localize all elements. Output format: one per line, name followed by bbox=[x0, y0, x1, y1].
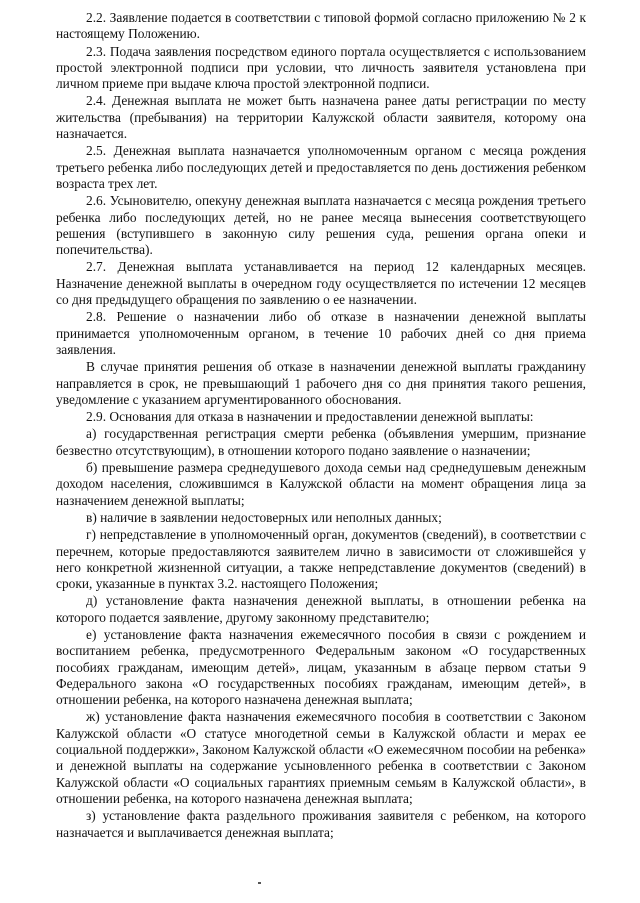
list-item-e: е) установление факта назначения ежемесячного пособия в связи с рождением и воспитанием ребенка, предусмотренного Федеральным законом «О государственных пособиях гражданам, имеющим детей», лицам, указанным в абзаце первом статьи 9 Федерального закона «О государственных пособиях гражданам, имеющим детей», в отношении ребенка, на которого назначена денежная выплата; bbox=[56, 626, 586, 708]
list-item-b: б) превышение размера среднедушевого дохода семьи над среднедушевым денежным доходом населения, сложившимся в Калужской области на момент обращения лица за назначением денежной выплаты; bbox=[56, 460, 586, 508]
list-item-v: в) наличие в заявлении недостоверных или неполных данных; bbox=[86, 509, 442, 525]
paragraph-2-3: 2.3. Подача заявления посредством единого портала осуществляется с использованием простой электронной подписи при условии, что личность заявителя установлена при личном приеме при выдаче ключа простой электронной подписи. bbox=[56, 43, 586, 92]
paragraph-2-6: 2.6. Усыновителю, опекуну денежная выплата назначается с месяца рождения третьего ребенка либо последующих детей, но не ранее месяца вынесения соответствующего решения (вступившего в законную силу решения суда, решения органа опеки и попечительства). bbox=[56, 193, 586, 258]
document-page bbox=[56, 10, 586, 842]
paragraph-2-2: 2.2. Заявление подается в соответствии с типовой формой согласно приложению № 2 к настоящему Положению. bbox=[56, 10, 586, 42]
paragraph-2-8: 2.8. Решение о назначении либо об отказе в назначении денежной выплаты принимается уполномоченным органом, в течение 10 рабочих дней со дня приема заявления. bbox=[56, 309, 586, 357]
list-item-z: з) установление факта раздельного проживания заявителя с ребенком, на которого назначается и выплачивается денежная выплата; bbox=[56, 808, 586, 840]
paragraph-refusal-notice: В случае принятия решения об отказе в назначении денежной выплаты гражданину направляется в срок, не превышающий 1 рабочего дня со дня принятия такого решения, уведомление с указанием аргументированного обоснования. bbox=[56, 359, 586, 407]
scan-dot bbox=[258, 882, 261, 884]
list-item-g: г) непредставление в уполномоченный орган, документов (сведений), в соответствии с перечнем, которые предоставляются заявителем лично в зависимости от сложившейся у него конкретной жизненной ситуации, а также непредставление документов (сведений) в сроки, указанные в пунктах 3.2. настоящего Положения; bbox=[56, 527, 586, 592]
list-item-d: д) установление факта назначения денежной выплаты, в отношении ребенка на которого подается заявление, другому законному представителю; bbox=[56, 593, 586, 625]
paragraph-2-7: 2.7. Денежная выплата устанавливается на период 12 календарных месяцев. Назначение денежной выплаты в очередном году осуществляется по истечении 12 месяцев со дня предыдущего обращения по заявлению о ее назначении. bbox=[56, 259, 586, 308]
paragraph-2-5: 2.5. Денежная выплата назначается уполномоченным органом с месяца рождения третьего ребенка либо последующих детей и предоставляется по день достижения ребенком возраста трех лет. bbox=[56, 143, 586, 191]
list-item-zh: ж) установление факта назначения ежемесячного пособия в соответствии с Законом Калужской области «О статусе многодетной семьи в Калужской области и мерах ее социальной поддержки», Законом Калужской области «О ежемесячном пособии на ребенка» и денежной выплаты на содержание усыновленного ребенка в соответствии с Законом Калужской области «О социальных гарантиях приемным семьям в Калужской области», в отношении ребенка, на которого назначена денежная выплата; bbox=[56, 709, 586, 806]
paragraph-2-9: 2.9. Основания для отказа в назначении и предоставлении денежной выплаты: bbox=[86, 409, 534, 425]
list-item-a: а) государственная регистрация смерти ребенка (объявления умершим, признание безвестно отсутствующим), в отношении которого подано заявление о назначении; bbox=[56, 426, 586, 458]
paragraph-2-4: 2.4. Денежная выплата не может быть назначена ранее даты регистрации по месту жительства (пребывания) на территории Калужской области заявителя, которому она назначается. bbox=[56, 93, 586, 142]
